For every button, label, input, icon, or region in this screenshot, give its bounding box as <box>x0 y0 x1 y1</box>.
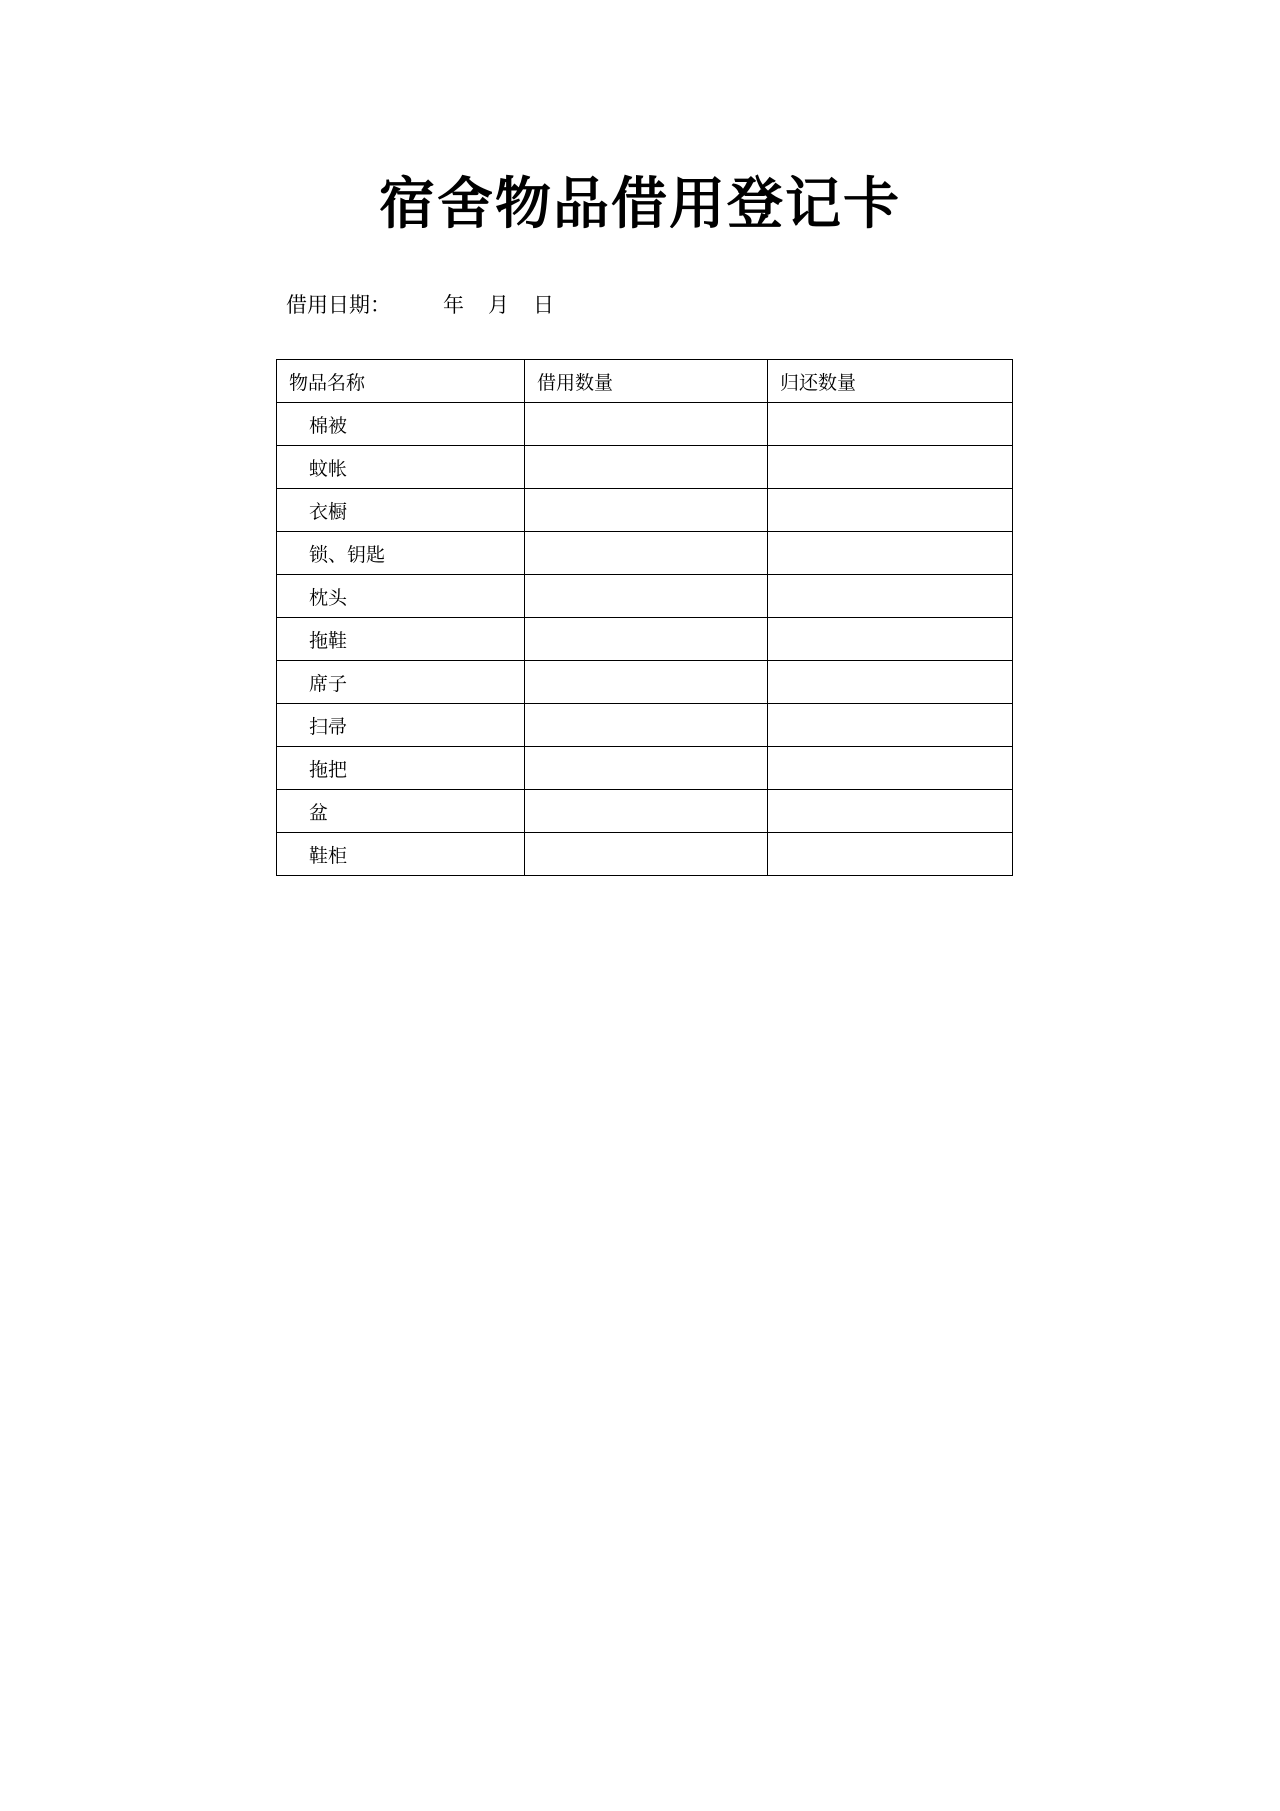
table-row <box>277 489 1013 532</box>
item-name-cell: 蚊帐 <box>277 446 525 489</box>
borrowed-quantity-cell[interactable] <box>525 833 768 876</box>
page-title: 宿舍物品借用登记卡 <box>379 171 901 237</box>
borrowed-quantity-cell[interactable] <box>525 661 768 704</box>
returned-quantity-cell[interactable] <box>768 833 1013 876</box>
returned-quantity-cell[interactable] <box>768 532 1013 575</box>
item-name-cell: 席子 <box>277 661 525 704</box>
borrowed-quantity-cell[interactable] <box>525 489 768 532</box>
returned-quantity-cell[interactable] <box>768 489 1013 532</box>
item-name-cell: 拖鞋 <box>277 618 525 661</box>
day-label: 日 <box>533 293 554 317</box>
table-row <box>277 833 1013 876</box>
returned-quantity-cell[interactable] <box>768 446 1013 489</box>
borrowed-quantity-cell[interactable] <box>525 575 768 618</box>
header-borrowed-quantity: 借用数量 <box>525 360 768 403</box>
borrow-date-line <box>286 290 554 320</box>
returned-quantity-cell[interactable] <box>768 403 1013 446</box>
borrowed-quantity-cell[interactable] <box>525 747 768 790</box>
header-item-name: 物品名称 <box>277 360 525 403</box>
item-name-cell: 扫帚 <box>277 704 525 747</box>
month-label: 月 <box>488 293 509 317</box>
returned-quantity-cell[interactable] <box>768 575 1013 618</box>
table-row <box>277 747 1013 790</box>
table-row <box>277 532 1013 575</box>
borrowed-quantity-cell[interactable] <box>525 446 768 489</box>
table-row <box>277 790 1013 833</box>
returned-quantity-cell[interactable] <box>768 790 1013 833</box>
borrow-date-label: 借用日期： <box>286 293 391 317</box>
table-row <box>277 704 1013 747</box>
table-header-row <box>277 360 1013 403</box>
header-returned-quantity: 归还数量 <box>768 360 1013 403</box>
returned-quantity-cell[interactable] <box>768 661 1013 704</box>
returned-quantity-cell[interactable] <box>768 704 1013 747</box>
borrowed-quantity-cell[interactable] <box>525 618 768 661</box>
item-name-cell: 盆 <box>277 790 525 833</box>
table-row <box>277 618 1013 661</box>
table-row <box>277 446 1013 489</box>
item-name-cell: 棉被 <box>277 403 525 446</box>
item-name-cell: 鞋柜 <box>277 833 525 876</box>
item-table <box>276 359 1013 876</box>
table-row <box>277 661 1013 704</box>
item-name-cell: 拖把 <box>277 747 525 790</box>
item-name-cell: 锁、钥匙 <box>277 532 525 575</box>
table-row <box>277 575 1013 618</box>
table-row <box>277 403 1013 446</box>
year-label: 年 <box>443 293 464 317</box>
returned-quantity-cell[interactable] <box>768 618 1013 661</box>
borrowed-quantity-cell[interactable] <box>525 790 768 833</box>
borrowed-quantity-cell[interactable] <box>525 403 768 446</box>
returned-quantity-cell[interactable] <box>768 747 1013 790</box>
borrowed-quantity-cell[interactable] <box>525 704 768 747</box>
item-name-cell: 衣橱 <box>277 489 525 532</box>
borrowed-quantity-cell[interactable] <box>525 532 768 575</box>
item-name-cell: 枕头 <box>277 575 525 618</box>
